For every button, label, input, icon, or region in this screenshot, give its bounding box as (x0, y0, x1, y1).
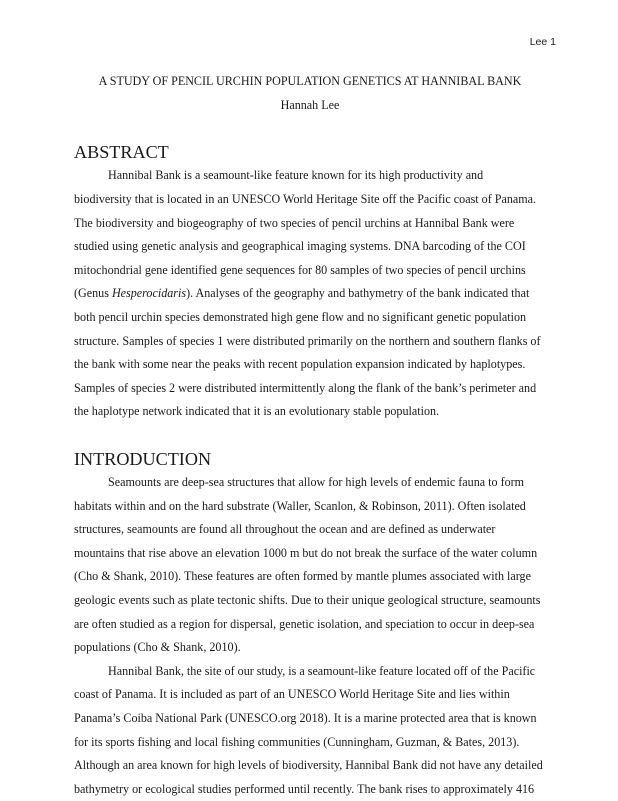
abstract-line: studied using genetic analysis and geographical imaging systems. DNA barcoding of the COI (74, 239, 526, 254)
intro-line: geologic events such as plate tectonic shifts. Due to their unique geological structure, seamounts (74, 593, 541, 608)
intro-line: populations (Cho & Shank, 2010). (74, 640, 241, 655)
intro-line: for its sports fishing and local fishing communities (Cunningham, Guzman, & Bates, 2013). (74, 734, 520, 749)
intro-line: Panama’s Coiba National Park (UNESCO.org 2018). It is a marine protected area that is known (74, 711, 537, 726)
introduction-paragraph-2 (74, 660, 546, 801)
abstract-line: structure. Samples of species 1 were distributed primarily on the northern and southern flanks of (74, 333, 541, 348)
abstract-text: ). Analyses of the geography and bathymetry of the bank indicated that (186, 286, 530, 301)
abstract-line: mitochondrial gene identified gene sequences for 80 samples of two species of pencil urchins (74, 262, 526, 277)
author-name: Hannah Lee (280, 97, 340, 112)
abstract-line: biodiversity that is located in an UNESCO World Heritage Site off the Pacific coast of Panama. (74, 191, 537, 206)
genus-name: Hesperocidaris (111, 286, 187, 301)
abstract-line: the haplotype network indicated that it is an evolutionary stable population. (74, 404, 440, 419)
intro-line: Seamounts are deep-sea structures that allow for high levels of endemic fauna to form (108, 475, 525, 490)
abstract-line (74, 282, 546, 306)
abstract-line: Hannibal Bank is a seamount-like feature known for its high productivity and (108, 168, 484, 183)
intro-line: Hannibal Bank, the site of our study, is a seamount-like feature located off of the Pacific (108, 663, 536, 678)
intro-line: (Cho & Shank, 2010). These features are often formed by mantle plumes associated with large (74, 569, 531, 584)
intro-line: coast of Panama. It is included as part of an UNESCO World Heritage Site and lies within (74, 687, 510, 702)
abstract-line: the bank with some near the peaks with recent population expansion indicated by haplotypes. (74, 357, 526, 372)
intro-line: habitats within and on the hard substrate (Waller, Scanlon, & Robinson, 2011). Often isolated (74, 498, 526, 513)
abstract-heading: ABSTRACT (74, 141, 169, 162)
paper-title: A STUDY OF PENCIL URCHIN POPULATION GENETICS AT HANNIBAL BANK (98, 74, 522, 88)
intro-line: are often studied as a region for dispersal, genetic isolation, and speciation to occur in deep-sea (74, 616, 535, 631)
abstract-paragraph (74, 164, 546, 424)
introduction-paragraph-1 (74, 471, 546, 660)
abstract-line: both pencil urchin species demonstrated high gene flow and no significant genetic population (74, 309, 527, 324)
running-head: Lee 1 (529, 36, 556, 48)
introduction-heading: INTRODUCTION (74, 448, 212, 469)
paper-body (74, 70, 546, 801)
abstract-line: The biodiversity and biogeography of two species of pencil urchins at Hannibal Bank were (74, 215, 515, 230)
intro-line: structures, seamounts are found all throughout the ocean and are defined as underwater (74, 522, 496, 537)
abstract-line: Samples of species 2 were distributed intermittently along the flank of the bank’s perimeter and (74, 380, 537, 395)
intro-line: bathymetry or ecological studies performed until recently. The bank rises to approximately 416 (74, 781, 535, 796)
intro-line: Although an area known for high levels of biodiversity, Hannibal Bank did not have any detailed (74, 758, 543, 773)
abstract-text: (Genus (74, 286, 112, 301)
intro-line: mountains that rise above an elevation 1000 m but do not break the surface of the water column (74, 545, 538, 560)
